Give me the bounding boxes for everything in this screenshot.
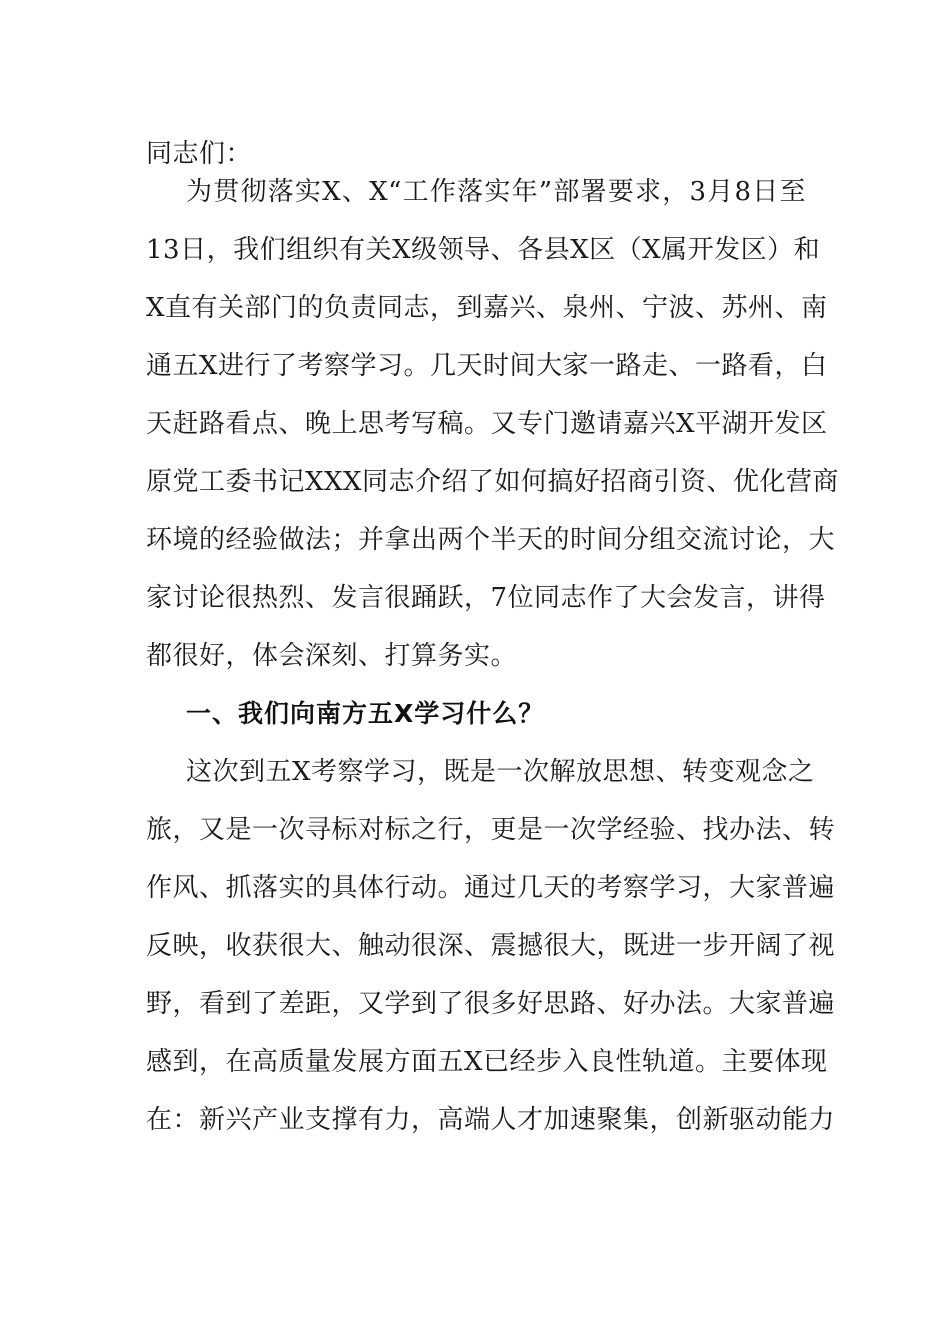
section-heading-1: 一、我们向南方五X学习什么？	[186, 699, 545, 728]
paragraph-2-line-3: 作风、抓落实的具体行动。通过几天的考察学习，大家普遍	[146, 873, 836, 903]
paragraph-1-line-4: 通五X进行了考察学习。几天时间大家一路走、一路看，白	[146, 351, 828, 381]
paragraph-1-line-7: 环境的经验做法；并拿出两个半天的时间分组交流讨论，大	[146, 525, 836, 555]
paragraph-1-line-6: 原党工委书记XXX同志介绍了如何搞好招商引资、优化营商	[146, 467, 840, 497]
paragraph-2-line-6: 感到，在高质量发展方面五X已经步入良性轨道。主要体现	[146, 1047, 828, 1077]
paragraph-2-line-1: 这次到五X考察学习，既是一次解放思想、转变观念之	[186, 757, 815, 787]
paragraph-2-line-4: 反映，收获很大、触动很深、震撼很大，既进一步开阔了视	[146, 931, 836, 961]
paragraph-1-line-5: 天赶路看点、晚上思考写稿。又专门邀请嘉兴X平湖开发区	[146, 409, 828, 439]
paragraph-1-line-9: 都很好，体会深刻、打算务实。	[146, 641, 518, 671]
paragraph-2-line-7: 在：新兴产业支撑有力，高端人才加速聚集，创新驱动能力	[146, 1105, 836, 1135]
salutation: 同志们：	[146, 139, 253, 169]
paragraph-1-line-8: 家讨论很热烈、发言很踊跃，7位同志作了大会发言，讲得	[146, 583, 826, 613]
paragraph-2-line-2: 旅，又是一次寻标对标之行，更是一次学经验、找办法、转	[146, 815, 836, 845]
paragraph-1-line-3: X直有关部门的负责同志，到嘉兴、泉州、宁波、苏州、南	[146, 293, 828, 323]
paragraph-1-line-2: 13日，我们组织有关X级领导、各县X区（X属开发区）和	[146, 235, 821, 265]
paragraph-2-line-5: 野，看到了差距，又学到了很多好思路、好办法。大家普遍	[146, 989, 836, 1019]
paragraph-1-line-1: 为贯彻落实X、X“工作落实年”部署要求，3月8日至	[186, 177, 806, 207]
